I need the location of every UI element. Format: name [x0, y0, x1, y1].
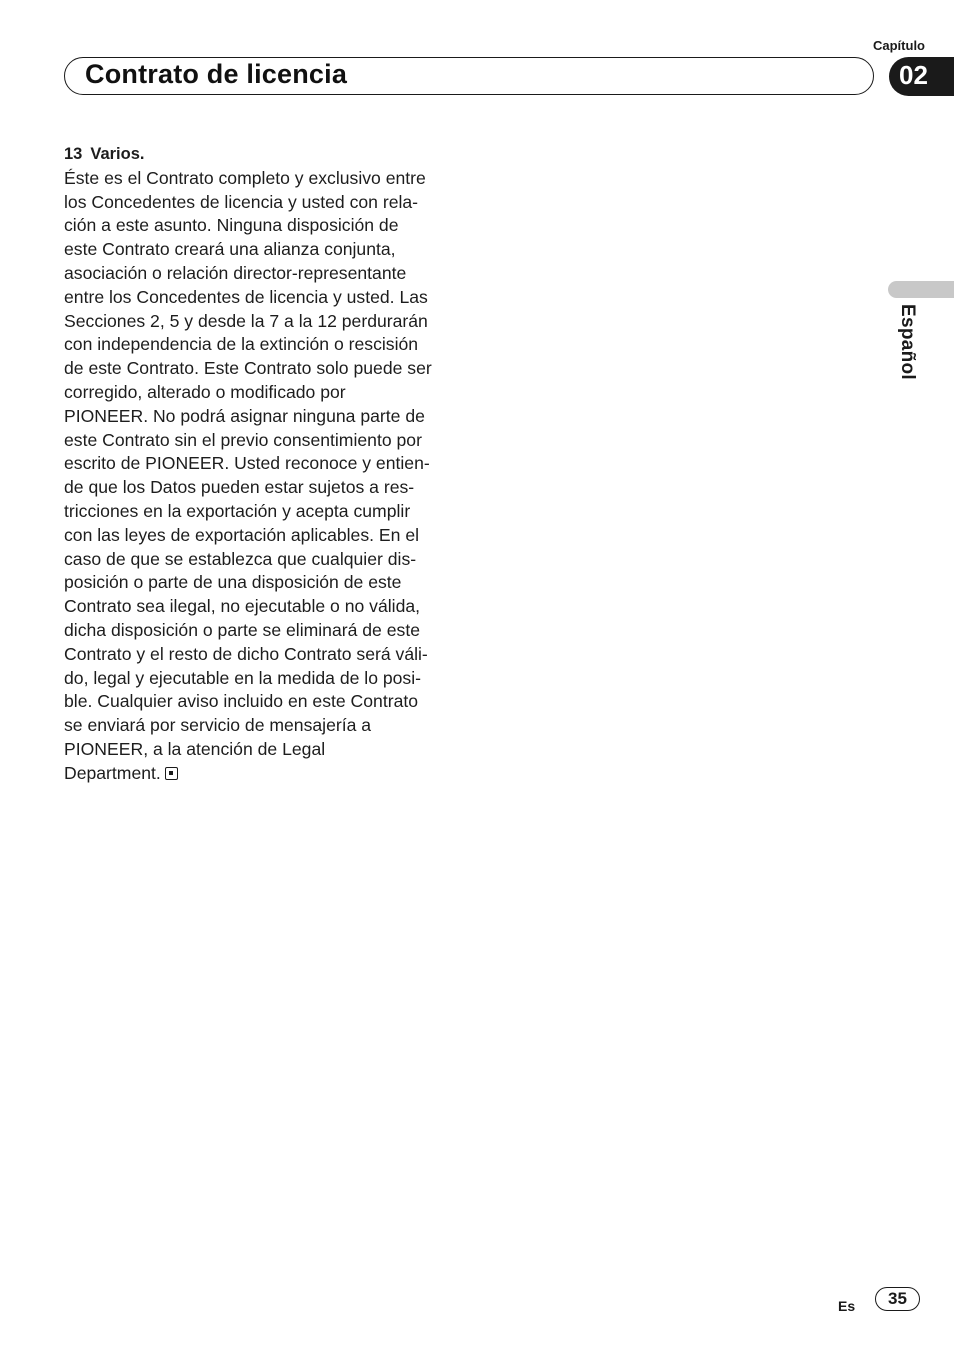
paragraph-line-text: asociación o relación director-representante — [64, 262, 407, 283]
main-content — [64, 143, 456, 786]
paragraph-line — [64, 500, 456, 524]
paragraph-line — [64, 191, 456, 215]
paragraph-line-text: los Concedentes de licencia y usted con rela- — [64, 191, 419, 212]
paragraph-line-text: este Contrato sin el previo consentimiento por — [64, 429, 422, 450]
paragraph-line — [64, 262, 456, 286]
paragraph-line-text: de que los Datos pueden estar sujetos a res- — [64, 477, 415, 498]
paragraph-line-text: dicha disposición o parte se eliminará de este — [64, 619, 420, 640]
page-title-frame — [64, 57, 874, 95]
paragraph-line — [64, 429, 456, 453]
paragraph-line-text: ción a este asunto. Ninguna disposición de — [64, 215, 399, 236]
paragraph-line — [64, 667, 456, 691]
language-side-label: Español — [897, 304, 918, 381]
paragraph-line-text: se enviará por servicio de mensajería a — [64, 715, 372, 736]
paragraph-line — [64, 167, 456, 191]
page-title: Contrato de licencia — [85, 59, 348, 89]
paragraph-line-text: con independencia de la extinción o rescisión — [64, 334, 419, 355]
paragraph-line-text: Contrato sea ilegal, no ejecutable o no válida, — [64, 596, 421, 617]
section-title: Varios. — [90, 145, 145, 163]
paragraph-line — [64, 643, 456, 667]
paragraph-line — [64, 595, 456, 619]
page-number-badge — [875, 1287, 920, 1311]
paragraph-line — [64, 381, 456, 405]
paragraph-line — [64, 452, 456, 476]
paragraph-line-text: con las leyes de exportación aplicables. En el — [64, 524, 420, 545]
end-of-section-icon — [165, 767, 178, 780]
paragraph-line — [64, 333, 456, 357]
paragraph-line-text: entre los Concedentes de licencia y usted. Las — [64, 286, 428, 307]
paragraph-line-text: tricciones en la exportación y acepta cumplir — [64, 500, 411, 521]
paragraph-line-text: caso de que se establezca que cualquier dis- — [64, 548, 417, 569]
paragraph-line — [64, 762, 456, 786]
chapter-number: 02 — [899, 60, 928, 90]
chapter-label: Capítulo — [873, 38, 925, 53]
paragraph-line — [64, 476, 456, 500]
section-body — [64, 167, 456, 786]
paragraph-line-text: escrito de PIONEER. Usted reconoce y entien- — [64, 453, 430, 474]
paragraph-line — [64, 738, 456, 762]
paragraph-line — [64, 214, 456, 238]
paragraph-line — [64, 714, 456, 738]
paragraph-line — [64, 524, 456, 548]
paragraph-line-text: Éste es el Contrato completo y exclusivo entre — [64, 167, 426, 188]
paragraph-line-text: PIONEER, a la atención de Legal — [64, 738, 326, 759]
paragraph-line — [64, 571, 456, 595]
paragraph-line — [64, 238, 456, 262]
paragraph-line-text: Secciones 2, 5 y desde la 7 a la 12 perdurarán — [64, 310, 428, 331]
language-side-tab — [888, 281, 954, 298]
paragraph-line-text: Department. — [64, 762, 161, 783]
paragraph-line — [64, 310, 456, 334]
paragraph-line-text: este Contrato creará una alianza conjunta, — [64, 239, 396, 260]
page-number: 35 — [888, 1289, 907, 1308]
paragraph-line — [64, 405, 456, 429]
section-heading — [64, 143, 456, 167]
paragraph-line-text: corregido, alterado o modificado por — [64, 381, 346, 402]
paragraph-line — [64, 286, 456, 310]
paragraph-line — [64, 357, 456, 381]
paragraph-line-text: do, legal y ejecutable en la medida de lo posi- — [64, 667, 421, 688]
paragraph-line-text: ble. Cualquier aviso incluido en este Contrato — [64, 691, 419, 712]
chapter-tab — [889, 57, 954, 96]
paragraph-line-text: posición o parte de una disposición de este — [64, 572, 402, 593]
section-number: 13 — [64, 145, 83, 163]
paragraph-line-text: PIONEER. No podrá asignar ninguna parte de — [64, 405, 425, 426]
paragraph-line — [64, 548, 456, 572]
paragraph-line-text: Contrato y el resto de dicho Contrato será váli- — [64, 643, 428, 664]
footer-language-code: Es — [838, 1298, 856, 1314]
paragraph-line-text: de este Contrato. Este Contrato solo puede ser — [64, 358, 432, 379]
paragraph-line — [64, 619, 456, 643]
paragraph-line — [64, 690, 456, 714]
